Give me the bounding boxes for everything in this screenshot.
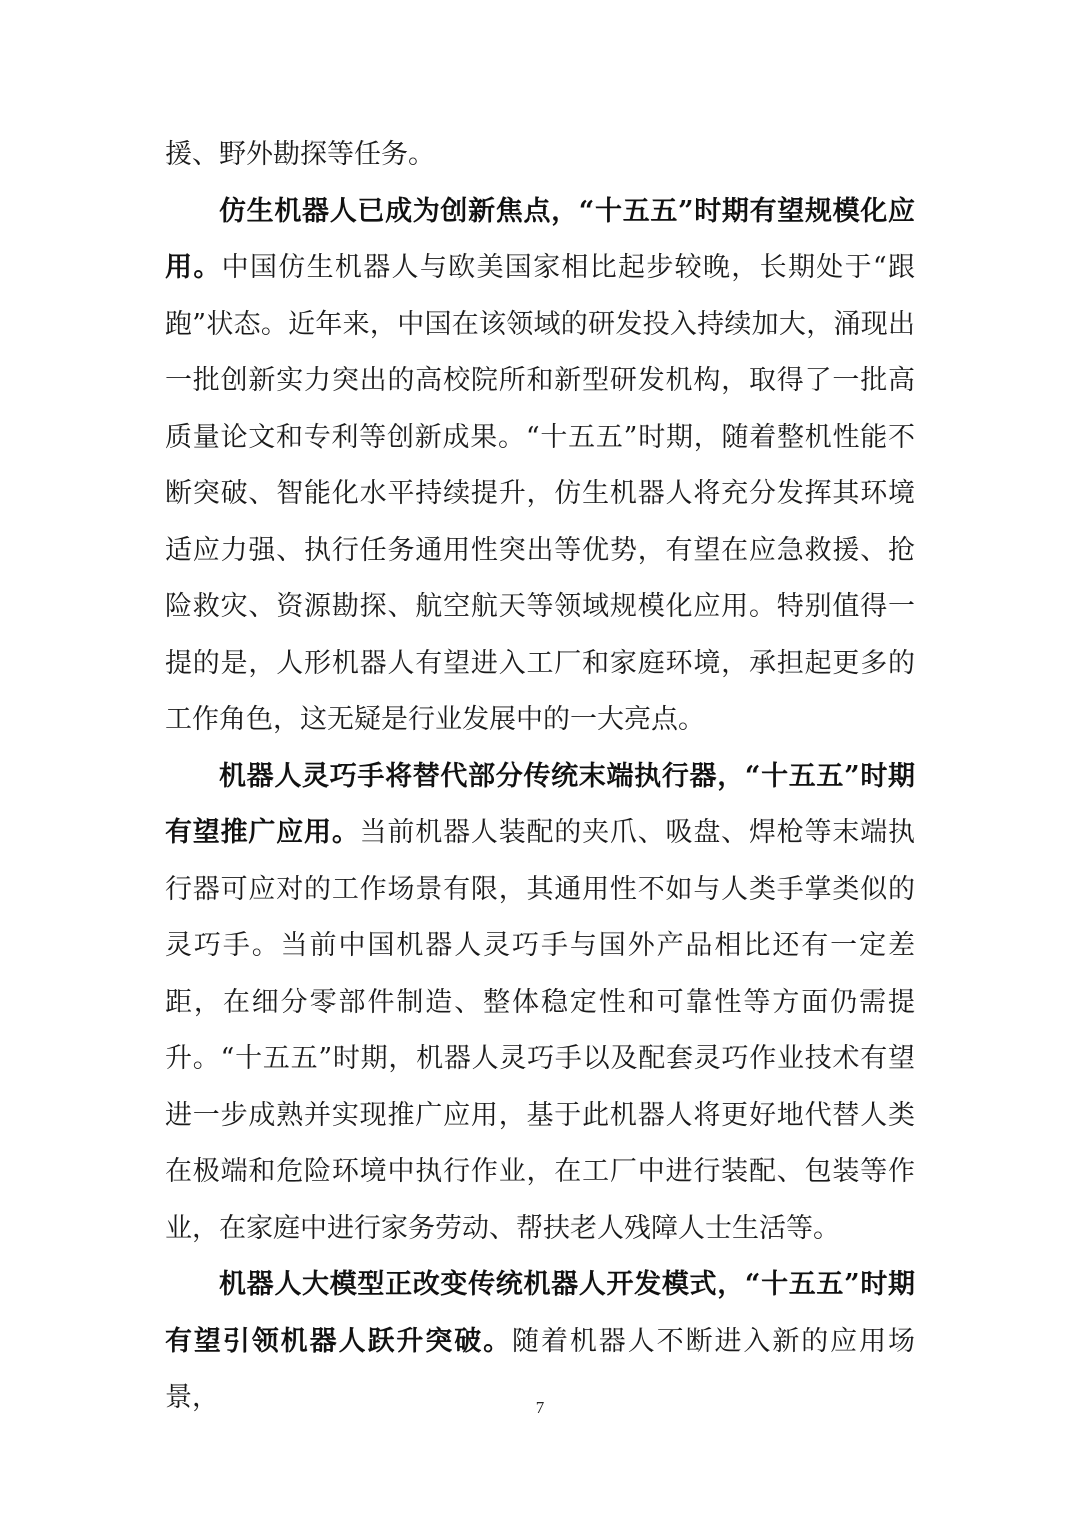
body-text (165, 127, 915, 1427)
paragraph-body: 中国仿生机器人与欧美国家相比起步较晚，长期处于“跟跑”状态。近年来，中国在该领域的研发投入持续加大，涌现出一批创新实力突出的高校院所和新型研发机构，取得了一批高质量论文和专利等创新成果。“十五五”时期，随着整机性能不断突破、智能化水平持续提升，仿生机器人将充分发挥其环境适应力强、执行任务通用性突出等优势，有望在应急救援、抢险救灾、资源勘探、航空航天等领域规模化应用。特别值得一提的是，人形机器人有望进入工厂和家庭环境，承担起更多的工作角色，这无疑是行业发展中的一大亮点。 (165, 252, 916, 735)
paragraph-lead: 机器人大模型正改变传统机器人开发模式，“十五五”时期有望引领机器人跃升突破。 (165, 1269, 915, 1357)
paragraph-bionic-robots (165, 184, 915, 749)
paragraph-continuation (165, 127, 915, 184)
page-number: 7 (535, 1398, 545, 1417)
paragraph-lead: 仿生机器人已成为创新焦点，“十五五”时期有望规模化应用。 (165, 195, 915, 283)
paragraph-dexterous-hands (165, 749, 915, 1258)
paragraph-body: 援、野外勘探等任务。 (165, 139, 435, 170)
paragraph-body: 随着机器人不断进入新的应用场景， (165, 1325, 916, 1413)
paragraph-lead: 机器人灵巧手将替代部分传统末端执行器，“十五五”时期有望推广应用。 (165, 760, 915, 848)
paragraph-body: 当前机器人装配的夹爪、吸盘、焊枪等末端执行器可应对的工作场景有限，其通用性不如与人类手掌类似的灵巧手。当前中国机器人灵巧手与国外产品相比还有一定差距，在细分零部件制造、整体稳定性和可靠性等方面仍需提升。“十五五”时期，机器人灵巧手以及配套灵巧作业技术有望进一步成熟并实现推广应用，基于此机器人将更好地代替人类在极端和危险环境中执行作业，在工厂中进行装配、包装等作业，在家庭中进行家务劳动、帮扶老人残障人士生活等。 (165, 817, 916, 1244)
